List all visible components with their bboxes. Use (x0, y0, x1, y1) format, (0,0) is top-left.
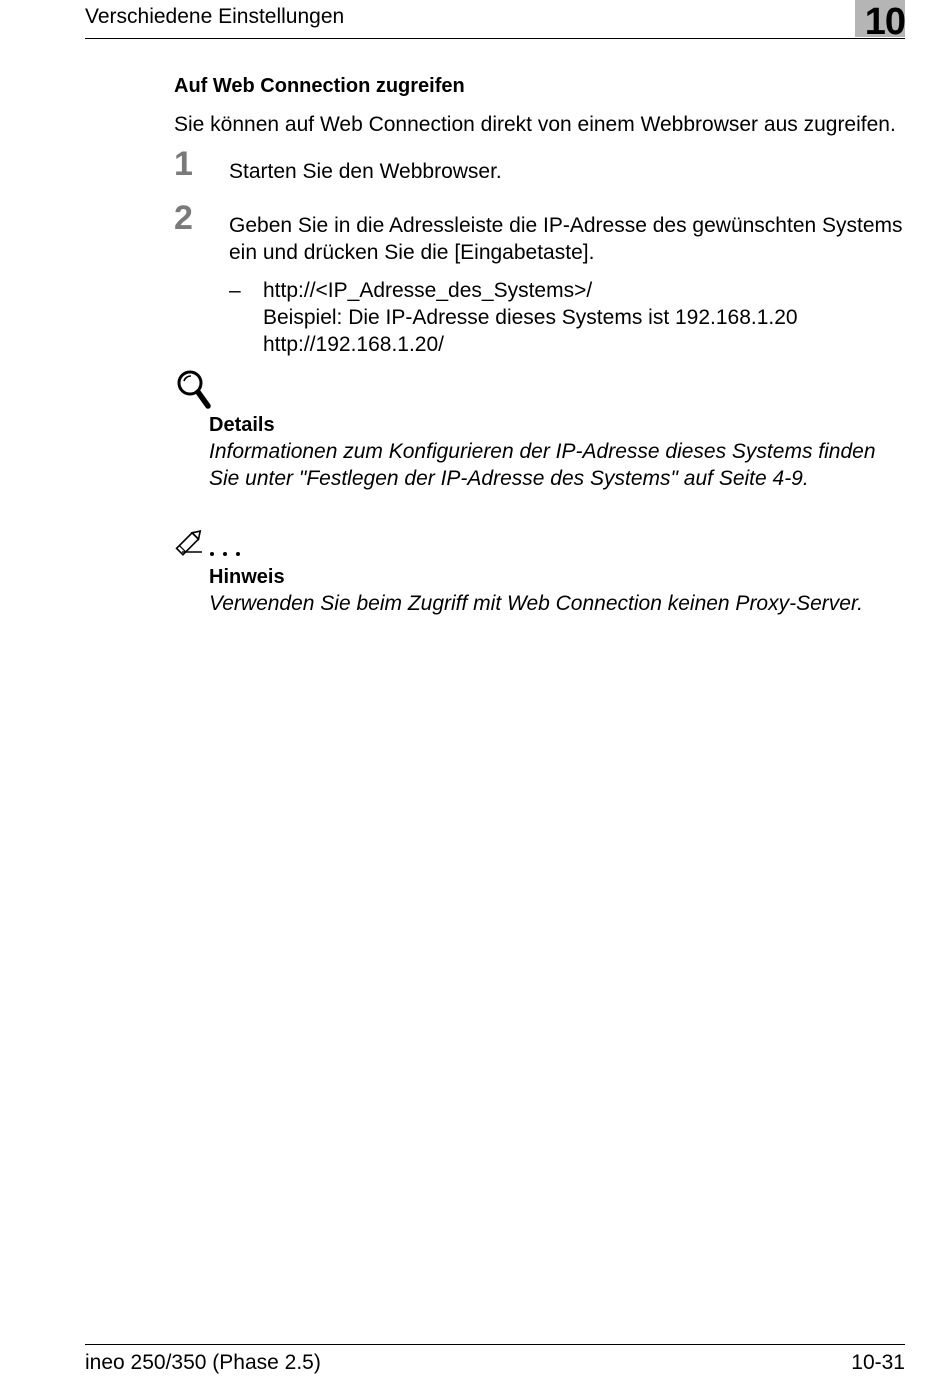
details-title: Details (209, 414, 275, 436)
magnifier-icon (174, 368, 214, 412)
product-name: ineo 250/350 (Phase 2.5) (85, 1351, 321, 1374)
header-title: Verschiedene Einstellungen (85, 5, 345, 28)
url-template-line: http://<IP_Adresse_des_Systems>/ (263, 279, 593, 302)
hint-note (174, 522, 904, 617)
step-2 (174, 199, 904, 266)
hint-title: Hinweis (209, 566, 285, 588)
step-number: 2 (174, 199, 193, 237)
pencil-icon (174, 522, 249, 562)
step-text: Geben Sie in die Adressleiste die IP-Adresse des gewünschten Systems ein und drücken Sie die [Eingabetaste]. (229, 214, 903, 264)
intro-paragraph: Sie können auf Web Connection direkt von einem Webbrowser aus zugreifen. (174, 113, 896, 136)
dash-bullet: – (229, 279, 241, 302)
sub-item (174, 277, 904, 358)
step-1 (174, 145, 904, 185)
page-footer (85, 1344, 905, 1374)
step-number: 1 (174, 145, 193, 183)
details-text: Informationen zum Konfigurieren der IP-Adresse dieses Systems finden Sie unter "Festlegen der IP-Adresse des Systems" auf Seite 4-9. (209, 440, 876, 490)
step-text: Starten Sie den Webbrowser. (229, 160, 502, 183)
hint-text: Verwenden Sie beim Zugriff mit Web Connection keinen Proxy-Server. (209, 592, 864, 615)
page-header (85, 0, 905, 43)
page-number: 10-31 (851, 1351, 905, 1374)
main-content (174, 72, 904, 617)
example-line: Beispiel: Die IP-Adresse dieses Systems ist 192.168.1.20 (263, 306, 798, 329)
details-note (174, 368, 904, 492)
section-heading: Auf Web Connection zugreifen (174, 75, 465, 97)
chapter-number: 10 (864, 1, 905, 43)
example-url-line: http://192.168.1.20/ (263, 333, 444, 356)
